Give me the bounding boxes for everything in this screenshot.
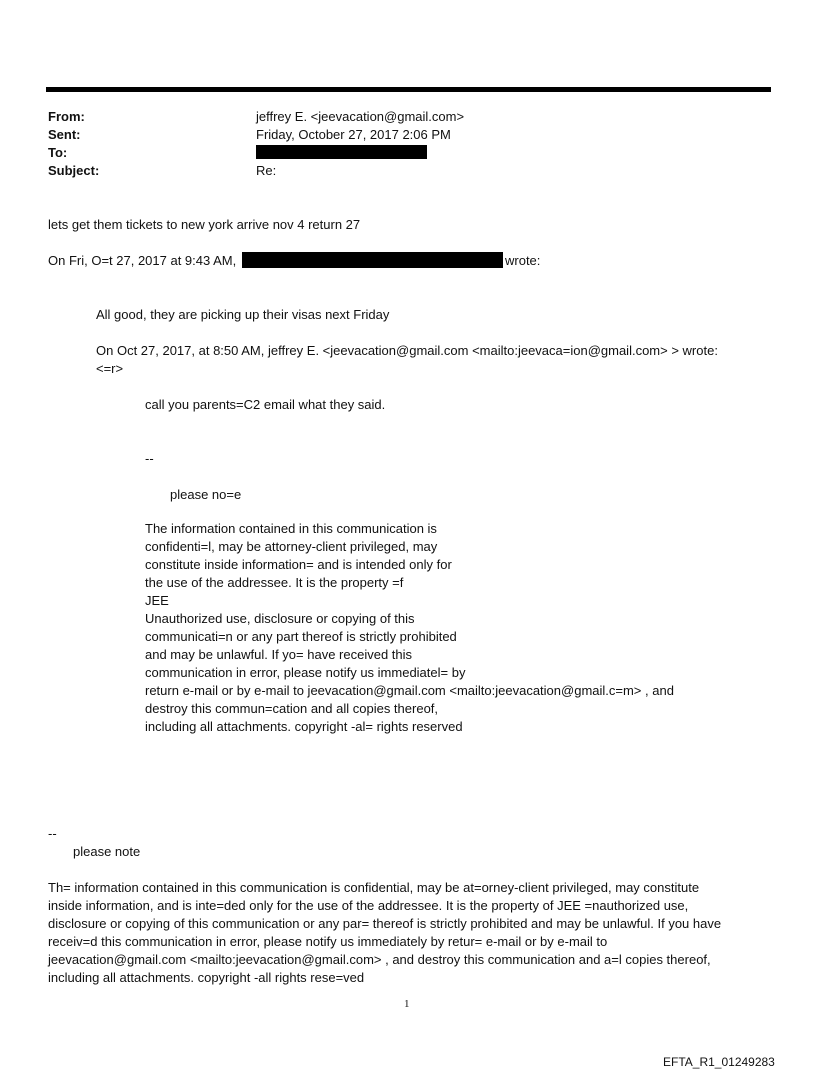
final-disclaimer-line: inside information, and is inte=ded only for the use of the addressee. It is the property of JEE =nauthorized use, <box>48 898 689 913</box>
disclaimer-line: communication in error, please notify us immediatel= by <box>145 665 466 680</box>
page-number: 1 <box>404 998 410 1010</box>
header-rule <box>46 87 771 92</box>
quote1-text: All good, they are picking up their visas next Friday <box>96 307 390 322</box>
sent-value: Friday, October 27, 2017 2:06 PM <box>256 127 451 142</box>
sender-redaction <box>242 252 503 268</box>
final-note: please note <box>73 844 141 859</box>
final-disclaimer-line: jeevacation@gmail.com <mailto:jeevacation@gmail.com> , and destroy this communication and a=l copies thereof, <box>48 952 711 967</box>
disclaimer-line: return e-mail or by e-mail to jeevacation@gmail.com <mailto:jeevacation@gmail.c=m> , and <box>145 683 674 698</box>
disclaimer-line: including all attachments. copyright -al= rights reserved <box>145 719 463 734</box>
signature-dash: -- <box>145 451 154 466</box>
quote2-text: call you parents=C2 email what they said. <box>145 397 386 412</box>
quote2-header: On Oct 27, 2017, at 8:50 AM, jeffrey E. <jeevacation@gmail.com <mailto:jeevaca=ion@gmail.com> > wrote: <box>96 343 718 358</box>
final-disclaimer-line: receiv=d this communication in error, please notify us immediately by retur= e-mail or by e-mail to <box>48 934 608 949</box>
disclaimer-line: JEE <box>145 593 169 608</box>
disclaimer-line: constitute inside information= and is intended only for <box>145 557 452 572</box>
disclaimer-line: communicati=n or any part thereof is strictly prohibited <box>145 629 457 644</box>
quote1-prefix: On Fri, O=t 27, 2017 at 9:43 AM, <box>48 253 237 268</box>
from-label: From: <box>48 109 85 124</box>
to-label: To: <box>48 145 68 160</box>
quote1-suffix: wrote: <box>505 253 541 268</box>
to-redaction <box>256 145 427 159</box>
disclaimer-line: and may be unlawful. If yo= have received this <box>145 647 413 662</box>
bates-number: EFTA_R1_01249283 <box>663 1055 775 1069</box>
final-dash: -- <box>48 826 57 841</box>
subject-label: Subject: <box>48 163 100 178</box>
final-disclaimer-line: including all attachments. copyright -all rights rese=ved <box>48 970 365 985</box>
subject-value: Re: <box>256 163 277 178</box>
final-disclaimer-line: disclosure or copying of this communication or any par= thereof is strictly prohibited and may be unlawful. If you have <box>48 916 722 931</box>
sent-label: Sent: <box>48 127 81 142</box>
final-disclaimer-line: Th= information contained in this communication is confidential, may be at=orney-client privileged, may constitute <box>48 880 700 895</box>
disclaimer-line: The information contained in this communication is <box>145 521 437 536</box>
disclaimer-line: the use of the addressee. It is the property =f <box>145 575 404 590</box>
disclaimer-line: confidenti=l, may be attorney-client privileged, may <box>145 539 438 554</box>
reply-text: lets get them tickets to new york arrive nov 4 return 27 <box>48 217 361 232</box>
signature-note: please no=e <box>170 487 242 502</box>
disclaimer-line: destroy this commun=cation and all copies thereof, <box>145 701 439 716</box>
disclaimer-line: Unauthorized use, disclosure or copying of this <box>145 611 415 626</box>
from-value: jeffrey E. <jeevacation@gmail.com> <box>256 109 465 124</box>
quote2-cont: <=r> <box>96 361 124 376</box>
